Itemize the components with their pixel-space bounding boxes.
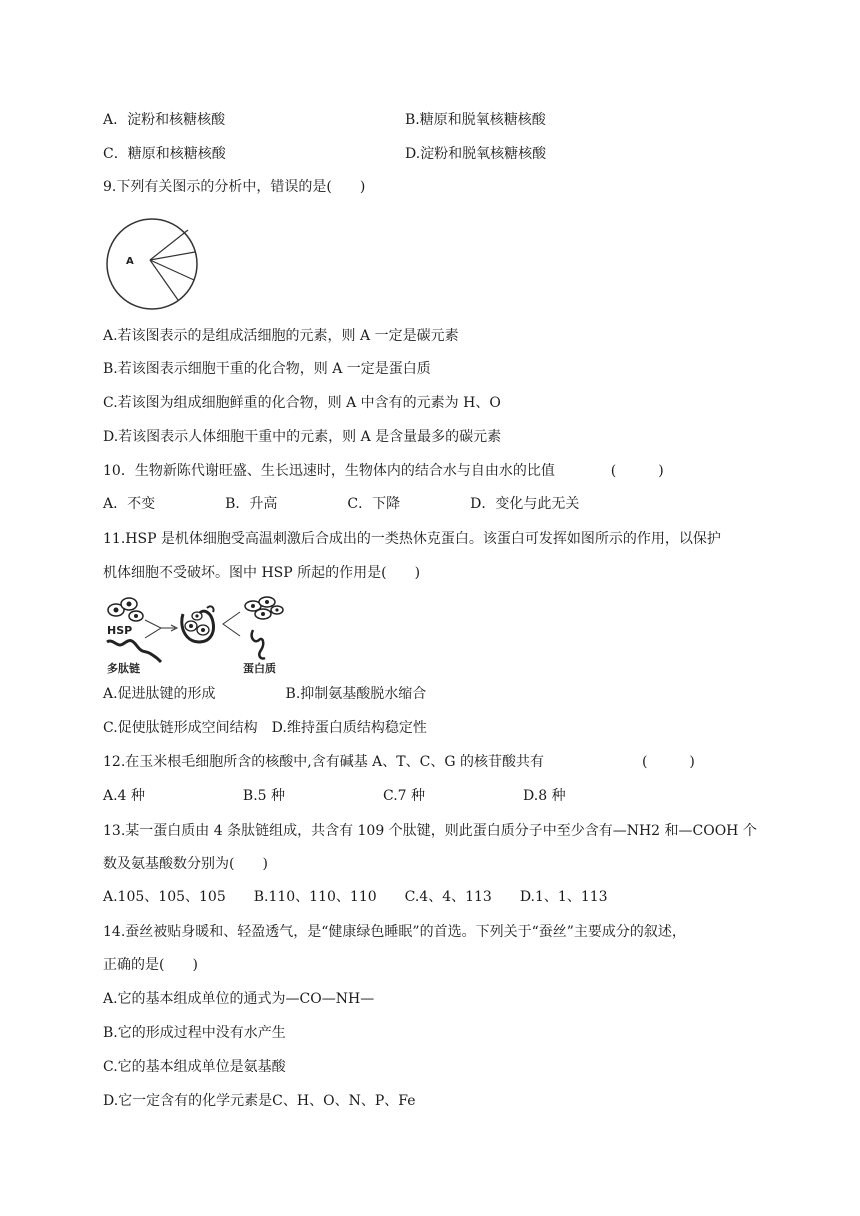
q14-option-c: C.它的基本组成单位是氨基酸 xyxy=(103,1059,286,1075)
polypeptide-label: 多肽链 xyxy=(107,662,140,674)
q12-stem: 12.在玉米根毛细胞所含的核酸中,含有碱基 A、T、C、G 的核苷酸共有 ( ) xyxy=(103,754,695,770)
q8-option-b: B.糖原和脱氧核糖核酸 xyxy=(405,112,546,128)
q8-option-c: C．糖原和核糖核酸 xyxy=(103,146,226,162)
released-hsp-icon xyxy=(245,597,283,619)
protein-label: 蛋白质 xyxy=(243,662,276,674)
q13-stem-line2: 数及氨基酸数分别为( ) xyxy=(103,856,268,872)
polypeptide-chain-icon xyxy=(107,641,161,663)
pie-sector-line xyxy=(150,252,195,260)
q13-options: A.105、105、105 B.110、110、110 C.4、4、113 D.1、1、113 xyxy=(103,889,608,905)
q14-stem-line1: 14.蚕丝被贴身暖和、轻盈透气，是“健康绿色睡眠”的首选。下列关于“蚕丝”主要成分的叙述， xyxy=(103,924,686,940)
q11-options-cd: C.促使肽链形成空间结构 D.维持蛋白质结构稳定性 xyxy=(103,720,427,736)
hsp-label: HSP xyxy=(107,624,133,637)
merge-arrow-icon xyxy=(145,620,161,638)
q14-option-b: B.它的形成过程中没有水产生 xyxy=(103,1025,286,1041)
q10-stem: 10．生物新陈代谢旺盛、生长迅速时，生物体内的结合水与自由水的比值 ( ) xyxy=(103,463,664,479)
q11-options-ab: A.促进肽键的形成 B.抑制氨基酸脱水缩合 xyxy=(103,686,427,702)
q11-stem-line1: 11.HSP 是机体细胞受高温刺激后合成出的一类热休克蛋白。该蛋白可发挥如图所示的作用，以保护 xyxy=(103,531,721,547)
q9-option-a: A.若该图表示的是组成活细胞的元素，则 A 一定是碳元素 xyxy=(103,328,459,344)
q11-stem-line2: 机体细胞不受破坏。图中 HSP 所起的作用是( ) xyxy=(103,565,421,581)
q9-option-d: D.若该图表示人体细胞干重中的元素，则 A 是含量最多的碳元素 xyxy=(103,429,502,445)
q10-options: A．不变 B．升高 C．下降 D．变化与此无关 xyxy=(103,496,580,512)
q9-stem: 9.下列有关图示的分析中，错误的是( ) xyxy=(103,179,366,195)
q9-option-c: C.若该图为组成细胞鲜重的化合物，则 A 中含有的元素为 H、O xyxy=(103,395,501,411)
folded-protein-icon xyxy=(252,630,265,659)
pie-sector-line xyxy=(150,230,188,260)
hsp-figure xyxy=(103,592,288,674)
pie-figure xyxy=(104,216,204,312)
pie-circle xyxy=(107,219,197,309)
hsp-complex-icon xyxy=(182,606,214,642)
q8-option-d: D.淀粉和脱氧核糖核酸 xyxy=(405,146,547,162)
q12-options: A.4 种 B.5 种 C.7 种 D.8 种 xyxy=(103,788,566,804)
q13-stem-line1: 13.某一蛋白质由 4 条肽链组成，共含有 109 个肽键，则此蛋白质分子中至少含有—NH2 和—COOH 个 xyxy=(103,823,757,839)
q14-option-a: A.它的基本组成单位的通式为—CO—NH— xyxy=(103,991,375,1007)
q9-option-b: B.若该图表示细胞干重的化合物，则 A 一定是蛋白质 xyxy=(103,361,431,377)
q14-stem-line2: 正确的是( ) xyxy=(103,957,198,973)
pie-label-a: A xyxy=(126,256,134,267)
hsp-molecule-icon xyxy=(108,598,143,621)
q8-option-a: A．淀粉和核糖核酸 xyxy=(103,112,226,128)
q14-option-d: D.它一定含有的化学元素是C、H、O、N、P、Fe xyxy=(103,1093,416,1109)
split-arrow-icon xyxy=(223,612,240,636)
